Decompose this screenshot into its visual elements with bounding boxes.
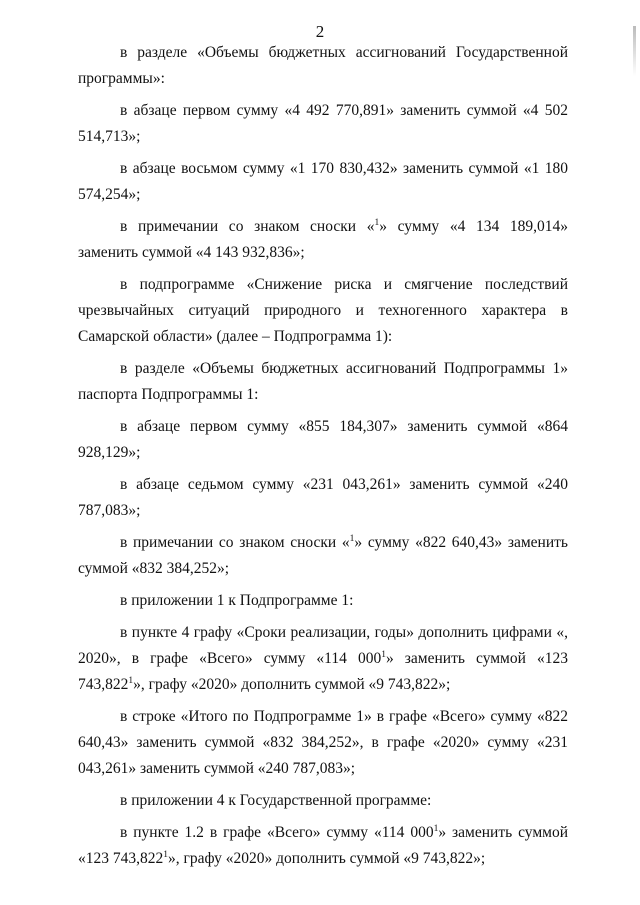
paragraph-text: в строке «Итого по Подпрограмме 1» в графе «Всего» сумму «822 640,43» заменить суммой «832 384,252», в графе «2020» сумму «231 043,261» заменить суммой «240 787,083»; xyxy=(78,708,568,777)
paragraph xyxy=(78,214,568,266)
footnote-mark: 1 xyxy=(381,650,386,660)
paragraph-text: в пункте 4 графу «Сроки реализации, годы» дополнить цифрами «, 2020», в графе «Всего» сумму «114 000 xyxy=(78,624,568,667)
paragraph-text: в приложении 4 к Государственной программе: xyxy=(120,792,432,809)
paragraph-text: в разделе «Объемы бюджетных ассигнований Подпрограммы 1» паспорта Подпрограммы 1: xyxy=(78,360,568,403)
paragraph-text: в абзаце первом сумму «4 492 770,891» заменить суммой «4 502 514,713»; xyxy=(78,102,568,145)
document-body xyxy=(78,40,568,872)
footnote-mark: 1 xyxy=(374,218,380,228)
paragraph-text: » заменить суммой «123 743,822 xyxy=(78,824,568,867)
paragraph-text: » сумму «4 134 189,014» заменить суммой «4 143 932,836»; xyxy=(78,218,568,261)
paragraph-text: в абзаце восьмом сумму «1 170 830,432» заменить суммой «1 180 574,254»; xyxy=(78,160,568,203)
paragraph xyxy=(78,98,568,150)
page-number: 2 xyxy=(315,22,325,41)
paragraph xyxy=(78,414,568,466)
paragraph xyxy=(78,156,568,208)
footnote-mark: 1 xyxy=(163,850,168,860)
paragraph-text: » сумму «822 640,43» заменить суммой «832 384,252»; xyxy=(78,534,568,577)
paragraph-text: » заменить суммой «123 743,822 xyxy=(78,650,568,693)
paragraph xyxy=(78,704,568,782)
paragraph xyxy=(78,530,568,582)
paragraph xyxy=(78,472,568,524)
paragraph-text: в примечании со знаком сноски « xyxy=(120,534,350,551)
paragraph-text: в пункте 1.2 в графе «Всего» сумму «114 000 xyxy=(120,824,434,841)
paragraph xyxy=(78,788,568,814)
paragraph-text: в подпрограмме «Снижение риска и смягчение последствий чрезвычайных ситуаций природного и техногенного характера в Самарской области» (далее – Подпрограмма 1): xyxy=(78,276,568,345)
footnote-mark: 1 xyxy=(128,676,134,686)
paragraph xyxy=(78,820,568,872)
paragraph xyxy=(78,588,568,614)
paragraph-text: в абзаце первом сумму «855 184,307» заменить суммой «864 928,129»; xyxy=(78,418,568,461)
footnote-mark: 1 xyxy=(433,824,439,834)
paragraph xyxy=(78,620,568,698)
scan-edge-mark xyxy=(633,26,636,76)
paragraph-text: », графу «2020» дополнить суммой «9 743,822»; xyxy=(168,850,486,867)
paragraph-text: в примечании со знаком сноски « xyxy=(120,218,375,235)
paragraph xyxy=(78,272,568,350)
paragraph-text: в абзаце седьмом сумму «231 043,261» заменить суммой «240 787,083»; xyxy=(78,476,568,519)
paragraph-text: », графу «2020» дополнить суммой «9 743,822»; xyxy=(133,676,451,693)
paragraph xyxy=(78,356,568,408)
footnote-mark: 1 xyxy=(349,534,355,544)
paragraph-text: в приложении 1 к Подпрограмме 1: xyxy=(120,592,354,609)
paragraph-text: в разделе «Объемы бюджетных ассигнований Государственной программы»: xyxy=(78,44,568,87)
paragraph xyxy=(78,40,568,92)
